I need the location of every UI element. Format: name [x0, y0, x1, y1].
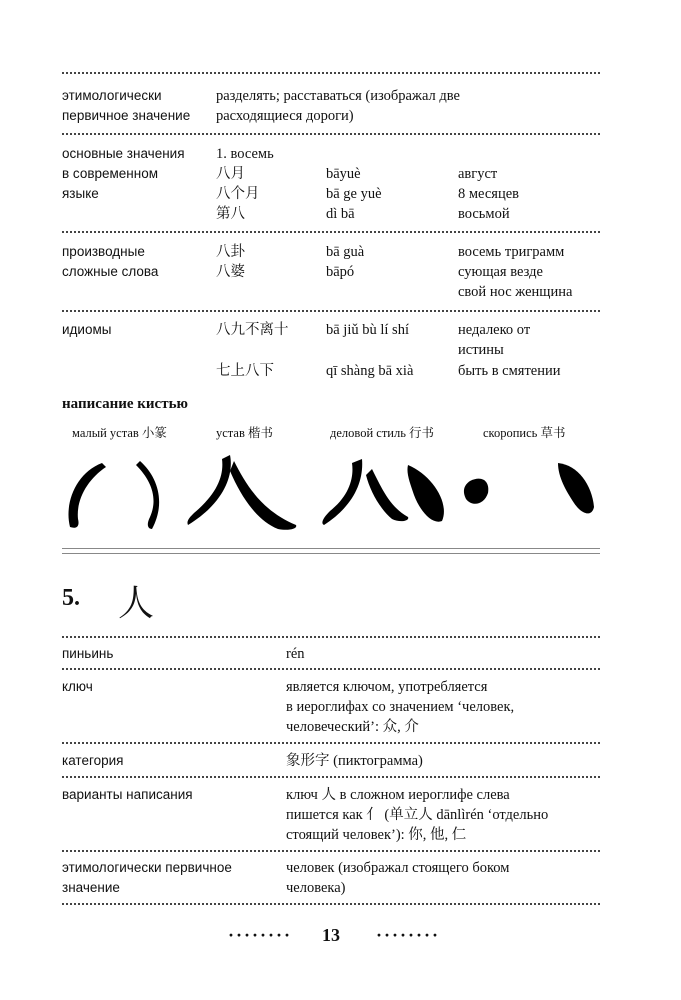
divider: [62, 850, 600, 852]
style-label-small-seal: малый устав 小篆: [72, 426, 167, 440]
key-value: является ключом, употребляется в иероглифах со значением ‘человек, человеческий’: 众, 介: [286, 679, 515, 735]
small-seal-sample: [68, 461, 159, 529]
etym-value: разделять; расставаться (изображал две расходящиеся дороги): [216, 88, 460, 124]
main-pinyin-col: bāyuè bā ge yuè dì bā: [326, 166, 382, 222]
variants-value: ключ 人 в сложном иероглифе слева пишется как 亻 (单立人 dānlìrén ‘отдельно стоящий человек’): 你, 他, 仁: [286, 787, 549, 843]
derived-label: производные сложные слова: [62, 244, 159, 279]
idiom-ru: быть в смятении: [458, 363, 561, 379]
divider: [62, 742, 600, 744]
footer-dots-right: ········: [376, 925, 441, 945]
divider: [62, 668, 600, 670]
main-hanzi-col: 八月 八个月 第八: [216, 166, 260, 222]
divider: [62, 133, 600, 135]
etym-label: этимологически первичное значение: [62, 88, 191, 123]
category-value: 象形字 (пиктограмма): [286, 753, 423, 769]
section-rule: [62, 548, 600, 549]
entry-number: 5.: [62, 585, 80, 611]
cursive-sample: [407, 463, 594, 522]
regular-sample: [187, 455, 296, 530]
variants-label: варианты написания: [62, 787, 193, 802]
style-label-regular: устав 楷书: [216, 426, 273, 440]
derived-ru-col: восемь триграмм сующая везде свой нос женщина: [458, 244, 573, 300]
divider: [62, 231, 600, 233]
idiom-ru: недалеко от истины: [458, 322, 531, 358]
style-label-cursive: скоропись 草书: [483, 426, 566, 440]
derived-pinyin-col: bā guà bāpó: [326, 244, 365, 280]
idiom-hanzi: 八九不离十: [216, 322, 289, 338]
idiom-pinyin: qī shàng bā xià: [326, 363, 414, 379]
idiom-pinyin: bā jiǔ bù lí shí: [326, 322, 409, 338]
divider: [62, 776, 600, 778]
idiom-hanzi: 七上八下: [216, 363, 274, 379]
footer-dots-left: ········: [228, 925, 293, 945]
style-label-running: деловой стиль 行书: [330, 426, 435, 440]
divider: [62, 72, 600, 74]
divider: [62, 903, 600, 905]
brush-heading: написание кистью: [62, 396, 188, 412]
main-meanings-label: основные значения в современном языке: [62, 146, 185, 201]
derived-hanzi-col: 八卦 八婆: [216, 244, 245, 280]
entry-character: 人: [118, 583, 155, 623]
pinyin-value: rén: [286, 646, 305, 662]
key-label: ключ: [62, 679, 93, 694]
main-sense: 1. восемь: [216, 146, 274, 162]
section-rule: [62, 553, 600, 554]
category-label: категория: [62, 753, 124, 768]
running-sample: [322, 459, 408, 525]
pinyin-label: пиньинь: [62, 646, 114, 661]
main-ru-col: август 8 месяцев восьмой: [458, 166, 519, 222]
entry-etym-label: этимологически первичное значение: [62, 860, 232, 895]
page-number: 13: [322, 925, 340, 945]
divider: [62, 310, 600, 312]
idioms-label: идиомы: [62, 322, 112, 337]
brush-samples: [62, 455, 662, 530]
entry-etym-value: человек (изображал стоящего боком человека): [286, 860, 510, 896]
divider: [62, 636, 600, 638]
